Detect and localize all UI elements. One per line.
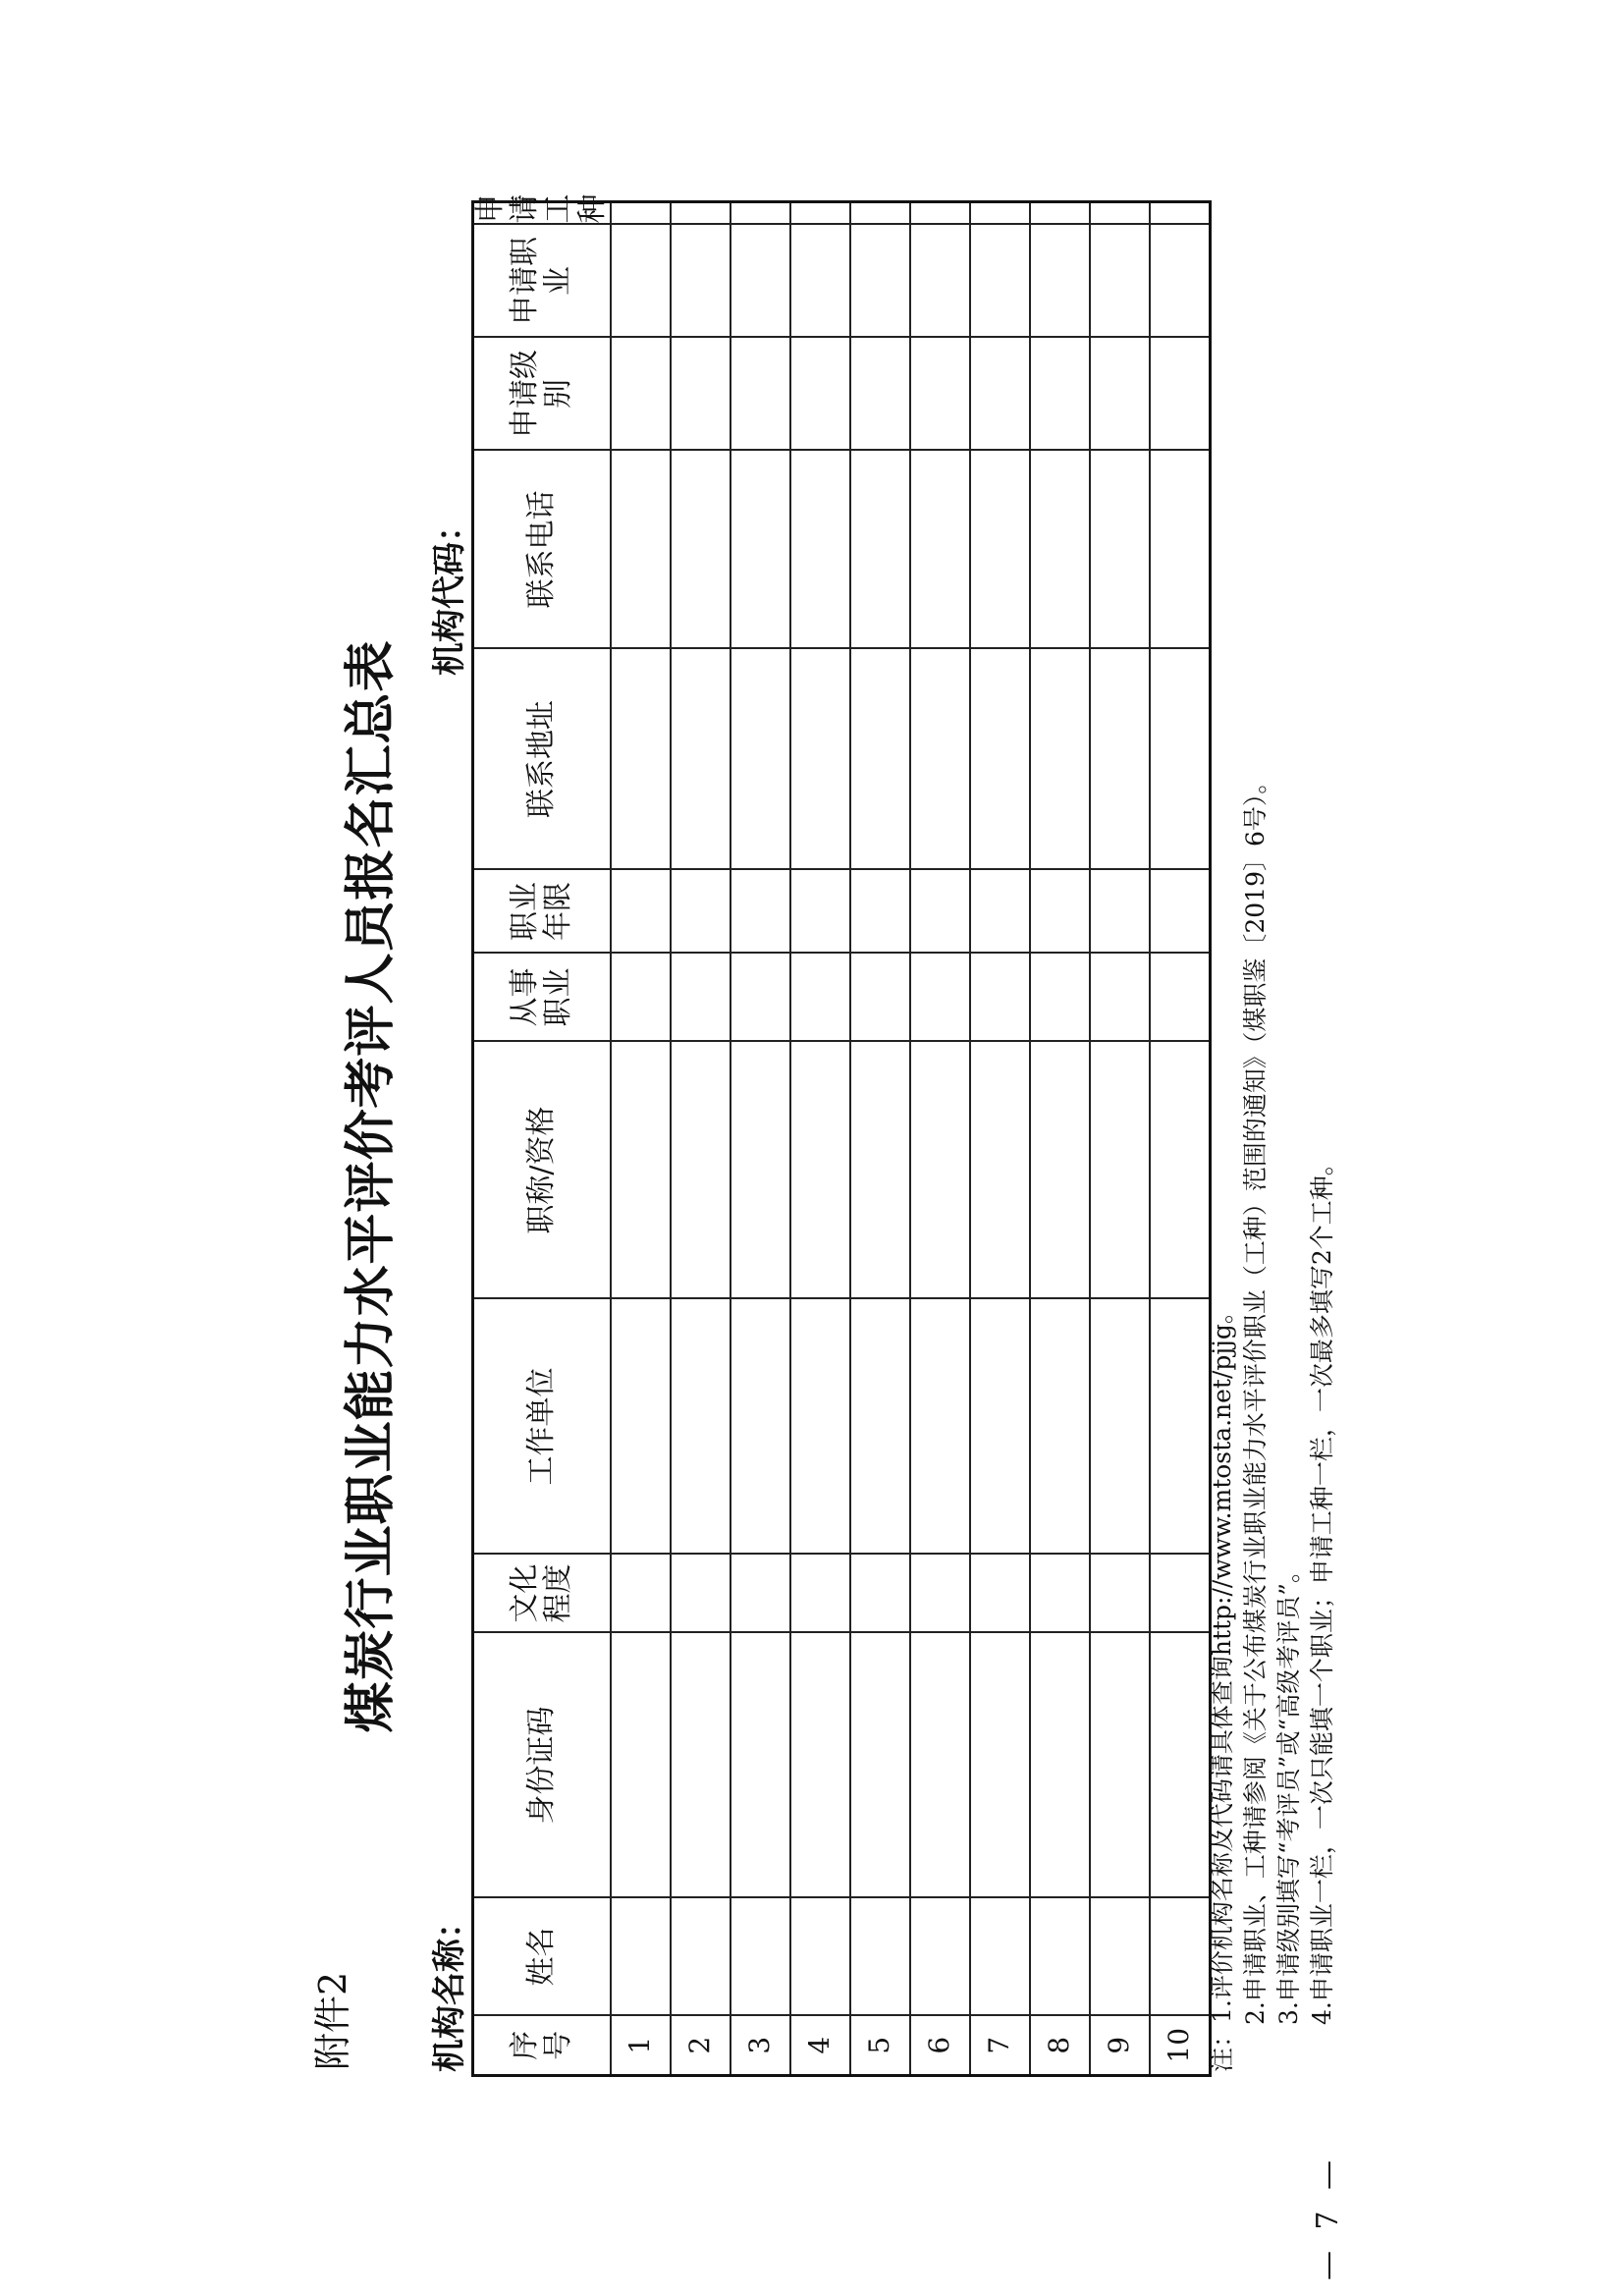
empty-cell [1030, 1042, 1090, 1299]
org-name-label: 机构名称： [430, 1905, 469, 2072]
empty-cell [611, 1898, 671, 2016]
empty-cell [790, 649, 850, 870]
empty-cell [1090, 1042, 1150, 1299]
row-index-cell: 5 [850, 2016, 910, 2076]
empty-cell [910, 1042, 970, 1299]
empty-cell [850, 954, 910, 1042]
table-row [790, 202, 850, 2076]
empty-cell [1090, 202, 1150, 225]
header-education: 文化程度 [473, 1555, 612, 1633]
empty-cell [970, 1555, 1030, 1633]
empty-cell [1090, 870, 1150, 954]
empty-cell [611, 649, 671, 870]
empty-cell [790, 1042, 850, 1299]
empty-cell [611, 1299, 671, 1555]
empty-cell [850, 1633, 910, 1898]
empty-cell [730, 1633, 790, 1898]
empty-cell [611, 202, 671, 225]
empty-cell [671, 649, 730, 870]
empty-cell [671, 1633, 730, 1898]
empty-cell [910, 1555, 970, 1633]
empty-cell [970, 225, 1030, 338]
org-code-label: 机构代码： [430, 509, 469, 676]
empty-cell [671, 451, 730, 649]
empty-cell [1030, 338, 1090, 451]
empty-cell [850, 870, 910, 954]
empty-cell [970, 649, 1030, 870]
empty-cell [850, 338, 910, 451]
empty-cell [1030, 202, 1090, 225]
empty-cell [790, 1898, 850, 2016]
empty-cell [611, 1633, 671, 1898]
empty-cell [1150, 1042, 1210, 1299]
empty-cell [790, 451, 850, 649]
empty-cell [671, 870, 730, 954]
empty-cell [850, 202, 910, 225]
row-index-cell: 10 [1150, 2016, 1210, 2076]
table-row [970, 202, 1030, 2076]
empty-cell [1030, 225, 1090, 338]
header-address: 联系地址 [473, 649, 612, 870]
empty-cell [790, 338, 850, 451]
note-2: 2.申请职业、工种请参阅《关于公布煤炭行业职业能力水平评价职业（工种）范围的通知》（煤职鉴〔2019〕6号）。 [1241, 769, 1270, 2025]
empty-cell [970, 451, 1030, 649]
row-index-cell: 9 [1090, 2016, 1150, 2076]
empty-cell [1090, 649, 1150, 870]
row-index-cell: 3 [730, 2016, 790, 2076]
empty-cell [730, 870, 790, 954]
empty-cell [790, 870, 850, 954]
empty-cell [1150, 1898, 1210, 2016]
empty-cell [790, 202, 850, 225]
empty-cell [671, 225, 730, 338]
header-occupation: 从事职业 [473, 954, 612, 1042]
header-employer: 工作单位 [473, 1299, 612, 1555]
empty-cell [1090, 225, 1150, 338]
empty-cell [1150, 1633, 1210, 1898]
table-row [910, 202, 970, 2076]
note-3: 3.申请级别填写“考评员”或“高级考评员”。 [1274, 1558, 1303, 2025]
empty-cell [850, 225, 910, 338]
empty-cell [1030, 1299, 1090, 1555]
table-row [671, 202, 730, 2076]
table-row [850, 202, 910, 2076]
empty-cell [671, 954, 730, 1042]
empty-cell [1150, 649, 1210, 870]
row-index-cell: 7 [970, 2016, 1030, 2076]
empty-cell [1150, 451, 1210, 649]
row-index-cell: 6 [910, 2016, 970, 2076]
empty-cell [910, 1633, 970, 1898]
empty-cell [1030, 870, 1090, 954]
empty-cell [910, 1299, 970, 1555]
empty-cell [1090, 1299, 1150, 1555]
empty-cell [850, 451, 910, 649]
header-name: 姓名 [473, 1898, 612, 2016]
empty-cell [671, 338, 730, 451]
empty-cell [671, 1898, 730, 2016]
empty-cell [1150, 1555, 1210, 1633]
empty-cell [611, 1555, 671, 1633]
empty-cell [790, 1299, 850, 1555]
empty-cell [1090, 338, 1150, 451]
empty-cell [970, 1898, 1030, 2016]
document-title: 煤炭行业职业能力水平评价考评人员报名汇总表 [341, 639, 401, 1733]
empty-cell [1030, 1555, 1090, 1633]
empty-cell [671, 1042, 730, 1299]
empty-cell [910, 225, 970, 338]
table-row [1090, 202, 1150, 2076]
empty-cell [910, 954, 970, 1042]
empty-cell [970, 954, 1030, 1042]
empty-cell [611, 338, 671, 451]
empty-cell [970, 202, 1030, 225]
attachment-label: 附件2 [311, 1971, 354, 2070]
empty-cell [611, 954, 671, 1042]
empty-cell [790, 1633, 850, 1898]
row-index-cell: 4 [790, 2016, 850, 2076]
table-row [730, 202, 790, 2076]
note-4: 4.申请职业一栏，一次只能填一个职业；申请工种一栏，一次最多填写2个工种。 [1308, 1151, 1336, 2025]
empty-cell [611, 451, 671, 649]
page-number: — 7 — [1311, 2154, 1345, 2280]
empty-cell [611, 225, 671, 338]
empty-cell [1090, 451, 1150, 649]
empty-cell [1090, 1633, 1150, 1898]
header-apply-trade: 申请工种 [473, 193, 610, 224]
empty-cell [910, 649, 970, 870]
empty-cell [850, 1042, 910, 1299]
empty-cell [671, 1299, 730, 1555]
empty-cell [1030, 649, 1090, 870]
empty-cell [730, 225, 790, 338]
empty-cell [1090, 1898, 1150, 2016]
empty-cell [970, 1042, 1030, 1299]
empty-cell [730, 1042, 790, 1299]
header-apply-level: 申请级别 [473, 338, 612, 451]
registration-table [471, 193, 1212, 2077]
empty-cell [730, 649, 790, 870]
row-index-cell: 2 [671, 2016, 730, 2076]
empty-cell [730, 1299, 790, 1555]
empty-cell [910, 1898, 970, 2016]
empty-cell [850, 649, 910, 870]
header-id-number: 身份证码 [473, 1633, 612, 1898]
table-row [1030, 202, 1090, 2076]
empty-cell [790, 1555, 850, 1633]
header-apply-occupation: 申请职业 [473, 225, 612, 338]
empty-cell [790, 225, 850, 338]
header-phone: 联系电话 [473, 451, 612, 649]
table-header-row [473, 202, 612, 2076]
note-1: 注：1.评价机构名称及代码请具体查询http://www.mtosta.net/pjjg。 [1208, 1299, 1236, 2072]
empty-cell [1090, 1555, 1150, 1633]
empty-cell [1030, 451, 1090, 649]
empty-cell [850, 1555, 910, 1633]
header-index: 序号 [473, 2016, 612, 2076]
empty-cell [611, 1042, 671, 1299]
empty-cell [1030, 1898, 1090, 2016]
empty-cell [910, 870, 970, 954]
empty-cell [1150, 202, 1210, 225]
empty-cell [1150, 870, 1210, 954]
notes-block [1206, 770, 1339, 2072]
empty-cell [970, 338, 1030, 451]
empty-cell [730, 1555, 790, 1633]
empty-cell [1090, 954, 1150, 1042]
row-index-cell: 1 [611, 2016, 671, 2076]
empty-cell [970, 1633, 1030, 1898]
header-title-qualification: 职称/资格 [473, 1042, 612, 1299]
empty-cell [730, 1898, 790, 2016]
empty-cell [850, 1898, 910, 2016]
empty-cell [910, 202, 970, 225]
empty-cell [730, 451, 790, 649]
row-index-cell: 8 [1030, 2016, 1090, 2076]
header-years: 职业年限 [473, 870, 612, 954]
empty-cell [1150, 338, 1210, 451]
empty-cell [730, 954, 790, 1042]
table-row [611, 202, 671, 2076]
empty-cell [970, 870, 1030, 954]
empty-cell [671, 202, 730, 225]
empty-cell [910, 451, 970, 649]
empty-cell [730, 338, 790, 451]
empty-cell [1150, 954, 1210, 1042]
table-row [1150, 202, 1210, 2076]
empty-cell [1030, 1633, 1090, 1898]
empty-cell [970, 1299, 1030, 1555]
empty-cell [850, 1299, 910, 1555]
empty-cell [1150, 1299, 1210, 1555]
empty-cell [730, 202, 790, 225]
empty-cell [1150, 225, 1210, 338]
empty-cell [611, 870, 671, 954]
empty-cell [790, 954, 850, 1042]
empty-cell [671, 1555, 730, 1633]
empty-cell [1030, 954, 1090, 1042]
empty-cell [910, 338, 970, 451]
